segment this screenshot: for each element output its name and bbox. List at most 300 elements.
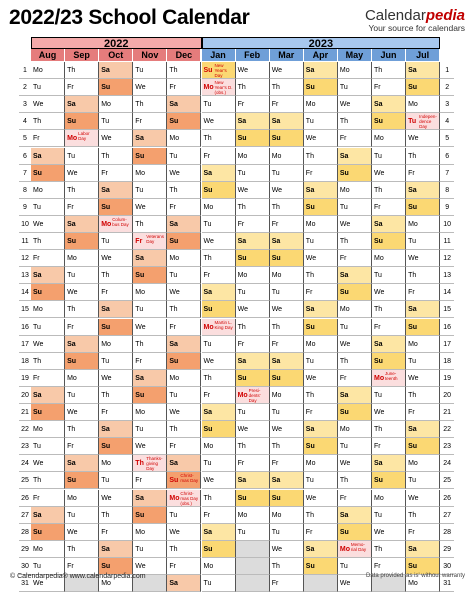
- day-cell: [338, 216, 372, 233]
- holiday-label: New Year's D. (obs.): [214, 80, 233, 96]
- weekday-label: Su: [237, 255, 247, 263]
- weekday-label: Mo: [101, 340, 111, 348]
- weekday-label: Fr: [271, 460, 279, 468]
- day-cell: [99, 216, 133, 233]
- weekday-label: Th: [305, 511, 314, 519]
- weekday-label: Su: [237, 374, 247, 382]
- weekday-label: Sa: [305, 426, 315, 434]
- day-cell: [31, 319, 65, 336]
- weekday-label: Th: [101, 391, 110, 399]
- day-cell: [202, 301, 236, 318]
- day-cell: [167, 182, 201, 199]
- weekday-label: We: [101, 135, 112, 143]
- weekday-label: Th: [203, 255, 212, 263]
- day-cell: [202, 370, 236, 387]
- weekday-label: Tu: [135, 67, 144, 74]
- day-cell: [167, 387, 201, 404]
- day-cell: [304, 301, 338, 318]
- brand-logo-text: [365, 7, 465, 24]
- day-cell: [99, 165, 133, 182]
- weekday-label: Sa: [271, 477, 281, 485]
- weekday-label: Mo: [271, 152, 282, 160]
- day-cell: [167, 301, 201, 318]
- weekday-label: Th: [374, 426, 383, 434]
- day-cell: [202, 113, 236, 130]
- day-cell: [202, 96, 236, 113]
- holiday-label: Colum- bus Day: [112, 216, 129, 227]
- weekday-label: Fr: [237, 340, 245, 348]
- day-cell: [167, 79, 201, 96]
- row-number: 23: [440, 438, 454, 455]
- day-cell: [406, 438, 440, 455]
- day-cell: [338, 199, 372, 216]
- day-cell: [99, 130, 133, 147]
- row-number: 28: [440, 524, 454, 541]
- day-cell: [31, 267, 65, 284]
- weekday-label: Tu: [135, 306, 144, 314]
- day-cell: [133, 250, 167, 267]
- weekday-label: We: [271, 186, 283, 194]
- weekday-label: We: [135, 562, 146, 570]
- weekday-label: We: [271, 426, 283, 434]
- day-cell: [236, 216, 270, 233]
- day-cell: [65, 165, 99, 182]
- row-number: 19: [19, 370, 31, 387]
- holiday-label: Labor Day: [78, 131, 90, 142]
- weekday-label: Fr: [203, 152, 211, 160]
- day-cell: [372, 319, 406, 336]
- day-cell: [167, 148, 201, 165]
- day-cell: [99, 233, 133, 250]
- weekday-label: Su: [305, 203, 315, 211]
- day-cell: [304, 130, 338, 147]
- day-cell: [406, 507, 440, 524]
- weekday-label: Su: [135, 511, 145, 519]
- page-title: 2022/23 School Calendar: [9, 6, 250, 29]
- weekday-label: Sa: [237, 118, 247, 126]
- row-number: 16: [440, 319, 454, 336]
- weekday-label: We: [203, 477, 214, 485]
- weekday-label: Mo: [408, 101, 418, 109]
- day-cell: [31, 353, 65, 370]
- weekday-label: Tu: [339, 443, 348, 451]
- day-cell: [133, 79, 167, 96]
- weekday-label: Fr: [305, 289, 313, 297]
- day-cell: [236, 438, 270, 455]
- day-cell: [338, 507, 372, 524]
- weekday-label: Th: [101, 511, 110, 519]
- row-number: 11: [440, 233, 454, 250]
- day-cell: [406, 182, 440, 199]
- day-cell: [65, 96, 99, 113]
- weekday-label: Th: [33, 118, 42, 126]
- day-cell: [167, 113, 201, 130]
- weekday-label: Su: [339, 528, 349, 536]
- weekday-label: Su: [169, 357, 179, 365]
- day-cell: [133, 96, 167, 113]
- day-cell: [338, 541, 372, 558]
- weekday-label: We: [305, 135, 317, 143]
- weekday-label: Mo: [339, 186, 350, 194]
- day-cell: [270, 575, 304, 592]
- day-cell: [133, 62, 167, 79]
- row-number: 17: [19, 336, 31, 353]
- weekday-label: Tu: [305, 118, 314, 126]
- weekday-label: Th: [305, 272, 314, 280]
- day-cell: [99, 421, 133, 438]
- day-cell: [202, 438, 236, 455]
- day-cell: [372, 490, 406, 507]
- row-number: 14: [19, 284, 31, 301]
- weekday-label: Fr: [339, 135, 347, 143]
- weekday-label: Sa: [169, 340, 178, 348]
- empty-cell: [236, 575, 270, 592]
- day-cell: [304, 541, 338, 558]
- weekday-label: Fr: [339, 494, 347, 502]
- day-cell: [167, 267, 201, 284]
- weekday-label: Su: [67, 477, 77, 485]
- row-number: 22: [440, 421, 454, 438]
- weekday-label: Mo: [408, 220, 418, 228]
- weekday-label: Mo: [67, 135, 78, 143]
- day-cell: [202, 336, 236, 353]
- weekday-label: Th: [67, 186, 76, 194]
- day-cell: [304, 472, 338, 489]
- holiday-label: Presi- dents' Day: [248, 387, 261, 403]
- day-cell: [167, 541, 201, 558]
- weekday-label: Mo: [101, 580, 111, 587]
- weekday-label: Tu: [237, 409, 246, 416]
- weekday-label: Th: [135, 220, 144, 228]
- weekday-label: We: [339, 101, 351, 109]
- row-number: 26: [19, 490, 31, 507]
- day-cell: [304, 62, 338, 79]
- weekday-label: Th: [339, 118, 349, 126]
- weekday-label: Su: [101, 203, 111, 211]
- weekday-label: Sa: [101, 67, 110, 74]
- day-cell: [338, 267, 372, 284]
- day-cell: [99, 353, 133, 370]
- empty-cell: [304, 575, 338, 592]
- weekday-label: We: [305, 494, 317, 502]
- weekday-label: We: [33, 220, 44, 228]
- weekday-label: We: [374, 289, 385, 297]
- day-cell: [65, 79, 99, 96]
- row-number: 19: [440, 370, 454, 387]
- day-cell: [133, 353, 167, 370]
- day-cell: [372, 421, 406, 438]
- day-cell: [31, 507, 65, 524]
- day-cell: [99, 96, 133, 113]
- weekday-label: Mo: [339, 426, 350, 434]
- day-cell: [338, 370, 372, 387]
- day-cell: [202, 284, 236, 301]
- day-cell: [406, 267, 440, 284]
- day-cell: [99, 541, 133, 558]
- weekday-label: Tu: [203, 220, 212, 228]
- weekday-label: Tu: [237, 289, 246, 297]
- weekday-label: Sa: [169, 220, 178, 228]
- weekday-label: We: [33, 460, 44, 468]
- day-cell: [338, 62, 372, 79]
- day-cell: [406, 472, 440, 489]
- day-cell: [202, 216, 236, 233]
- day-cell: [99, 370, 133, 387]
- day-cell: [406, 421, 440, 438]
- day-cell: [372, 404, 406, 421]
- weekday-label: Tu: [67, 152, 76, 160]
- weekday-label: Th: [374, 186, 383, 194]
- weekday-label: Mo: [408, 340, 418, 348]
- day-cell: [236, 165, 270, 182]
- month-header-apr: Apr: [304, 49, 338, 61]
- weekday-label: Sa: [339, 152, 349, 160]
- day-cell: [338, 148, 372, 165]
- day-cell: [202, 79, 236, 96]
- weekday-label: Th: [203, 494, 212, 502]
- weekday-label: Tu: [408, 477, 417, 485]
- day-cell: [270, 250, 304, 267]
- weekday-label: We: [237, 306, 248, 314]
- day-cell: [270, 148, 304, 165]
- day-cell: [270, 96, 304, 113]
- day-cell: [372, 524, 406, 541]
- month-header-mar: Mar: [270, 49, 304, 61]
- weekday-label: Tu: [339, 323, 348, 331]
- weekday-label: Mo: [339, 306, 350, 314]
- day-cell: [304, 199, 338, 216]
- day-cell: [99, 490, 133, 507]
- weekday-label: Tu: [169, 152, 178, 160]
- weekday-label: Fr: [408, 169, 415, 177]
- weekday-label: Fr: [67, 562, 74, 570]
- day-cell: [270, 284, 304, 301]
- row-number: 1: [440, 62, 454, 79]
- day-cell: [31, 130, 65, 147]
- day-cell: [338, 438, 372, 455]
- weekday-label: Fr: [33, 255, 40, 263]
- day-cell: [99, 182, 133, 199]
- day-cell: [304, 79, 338, 96]
- day-cell: [236, 130, 270, 147]
- day-cell: [202, 165, 236, 182]
- day-cell: [236, 472, 270, 489]
- weekday-label: Su: [237, 494, 247, 502]
- weekday-label: Sa: [67, 220, 76, 228]
- day-cell: [270, 182, 304, 199]
- weekday-label: Mo: [101, 101, 111, 109]
- weekday-label: Sa: [237, 477, 247, 485]
- weekday-label: Sa: [305, 306, 315, 314]
- row-number: 17: [440, 336, 454, 353]
- day-cell: [65, 353, 99, 370]
- day-cell: [406, 79, 440, 96]
- weekday-label: Fr: [135, 357, 142, 365]
- weekday-label: Tu: [237, 169, 246, 177]
- day-cell: [167, 165, 201, 182]
- day-cell: [65, 113, 99, 130]
- day-cell: [31, 284, 65, 301]
- weekday-label: We: [67, 289, 78, 297]
- day-cell: [304, 216, 338, 233]
- weekday-label: We: [339, 220, 351, 228]
- day-cell: [31, 336, 65, 353]
- footer-disclaimer: Data provided 'as is' without warranty: [365, 573, 465, 579]
- weekday-label: Su: [271, 135, 281, 143]
- weekday-label: Tu: [271, 409, 280, 416]
- day-cell: [304, 113, 338, 130]
- day-cell: [372, 62, 406, 79]
- day-cell: [270, 421, 304, 438]
- day-cell: [31, 455, 65, 472]
- weekday-label: Su: [203, 545, 213, 553]
- day-cell: [99, 113, 133, 130]
- day-cell: [202, 524, 236, 541]
- day-cell: [372, 284, 406, 301]
- weekday-label: Sa: [374, 101, 383, 109]
- day-cell: [236, 148, 270, 165]
- day-cell: [202, 353, 236, 370]
- day-cell: [406, 96, 440, 113]
- weekday-label: Fr: [339, 255, 347, 263]
- year-header-2022: 2022: [31, 37, 202, 49]
- day-cell: [31, 370, 65, 387]
- day-cell: [372, 250, 406, 267]
- weekday-label: Mo: [33, 67, 43, 74]
- weekday-label: Su: [101, 562, 111, 570]
- day-cell: [270, 301, 304, 318]
- weekday-label: We: [101, 255, 112, 263]
- row-number: 20: [19, 387, 31, 404]
- day-cell: [406, 319, 440, 336]
- row-number: 31: [19, 575, 31, 592]
- row-number: 18: [440, 353, 454, 370]
- day-cell: [372, 199, 406, 216]
- weekday-label: Fr: [33, 135, 40, 143]
- weekday-label: Mo: [339, 67, 350, 74]
- day-cell: [338, 472, 372, 489]
- day-cell: [236, 490, 270, 507]
- weekday-label: Th: [33, 357, 42, 365]
- day-cell: [270, 216, 304, 233]
- weekday-label: Tu: [408, 118, 417, 126]
- day-cell: [31, 79, 65, 96]
- weekday-label: Su: [203, 186, 213, 194]
- weekday-label: Mo: [169, 255, 180, 263]
- weekday-label: Sa: [408, 306, 417, 314]
- day-cell: [202, 490, 236, 507]
- weekday-label: Tu: [339, 84, 348, 92]
- day-cell: [202, 455, 236, 472]
- weekday-label: Sa: [101, 426, 110, 434]
- day-cell: [65, 233, 99, 250]
- day-cell: [236, 284, 270, 301]
- day-cell: [406, 216, 440, 233]
- day-cell: [167, 438, 201, 455]
- weekday-label: Tu: [339, 203, 348, 211]
- day-cell: [304, 490, 338, 507]
- weekday-label: Sa: [135, 135, 144, 143]
- weekday-label: We: [305, 374, 317, 382]
- weekday-label: Fr: [101, 528, 108, 536]
- weekday-label: Sa: [101, 186, 110, 194]
- day-cell: [372, 182, 406, 199]
- weekday-label: Fr: [135, 238, 143, 245]
- row-number: 4: [19, 113, 31, 130]
- weekday-label: Mo: [33, 426, 43, 434]
- weekday-label: Th: [169, 186, 178, 194]
- weekday-label: Su: [271, 255, 281, 263]
- weekday-label: Su: [203, 306, 213, 314]
- row-number: 9: [440, 199, 454, 216]
- day-cell: [372, 541, 406, 558]
- day-cell: [270, 387, 304, 404]
- day-cell: [167, 336, 201, 353]
- row-number: 5: [440, 130, 454, 147]
- day-cell: [31, 387, 65, 404]
- day-cell: [31, 472, 65, 489]
- weekday-label: Th: [271, 203, 280, 211]
- day-cell: [270, 199, 304, 216]
- day-cell: [338, 79, 372, 96]
- day-cell: [167, 199, 201, 216]
- day-cell: [31, 113, 65, 130]
- day-cell: [270, 62, 304, 79]
- weekday-label: Th: [237, 84, 246, 92]
- weekday-label: Fr: [374, 203, 381, 211]
- day-cell: [270, 79, 304, 96]
- day-cell: [167, 472, 201, 489]
- weekday-label: Tu: [271, 289, 280, 297]
- weekday-label: Sa: [203, 409, 213, 416]
- day-cell: [236, 301, 270, 318]
- weekday-label: We: [135, 443, 146, 451]
- holiday-label: Martin L. King Day: [214, 319, 233, 330]
- weekday-label: Sa: [33, 391, 42, 399]
- row-number: 24: [440, 455, 454, 472]
- weekday-label: Th: [237, 203, 246, 211]
- weekday-label: Mo: [67, 255, 77, 263]
- brand-logo-main: Calendar: [364, 7, 426, 24]
- day-cell: [31, 165, 65, 182]
- day-cell: [406, 353, 440, 370]
- weekday-label: Sa: [135, 255, 144, 263]
- day-cell: [202, 404, 236, 421]
- day-cell: [304, 267, 338, 284]
- weekday-label: Sa: [67, 340, 76, 348]
- day-cell: [270, 319, 304, 336]
- weekday-label: Tu: [339, 562, 348, 570]
- weekday-label: Mo: [67, 494, 77, 502]
- day-cell: [133, 319, 167, 336]
- day-cell: [167, 62, 201, 79]
- brand-tagline: Your source for calendars: [368, 23, 465, 33]
- day-cell: [372, 113, 406, 130]
- day-cell: [372, 79, 406, 96]
- day-cell: [270, 541, 304, 558]
- day-cell: [167, 250, 201, 267]
- weekday-label: Su: [408, 203, 418, 211]
- weekday-label: Th: [169, 306, 178, 314]
- day-cell: [338, 353, 372, 370]
- day-cell: [31, 233, 65, 250]
- weekday-label: Su: [33, 528, 42, 536]
- weekday-label: Su: [203, 426, 213, 434]
- weekday-label: Su: [33, 409, 42, 416]
- day-cell: [133, 387, 167, 404]
- day-cell: [406, 113, 440, 130]
- day-cell: [31, 216, 65, 233]
